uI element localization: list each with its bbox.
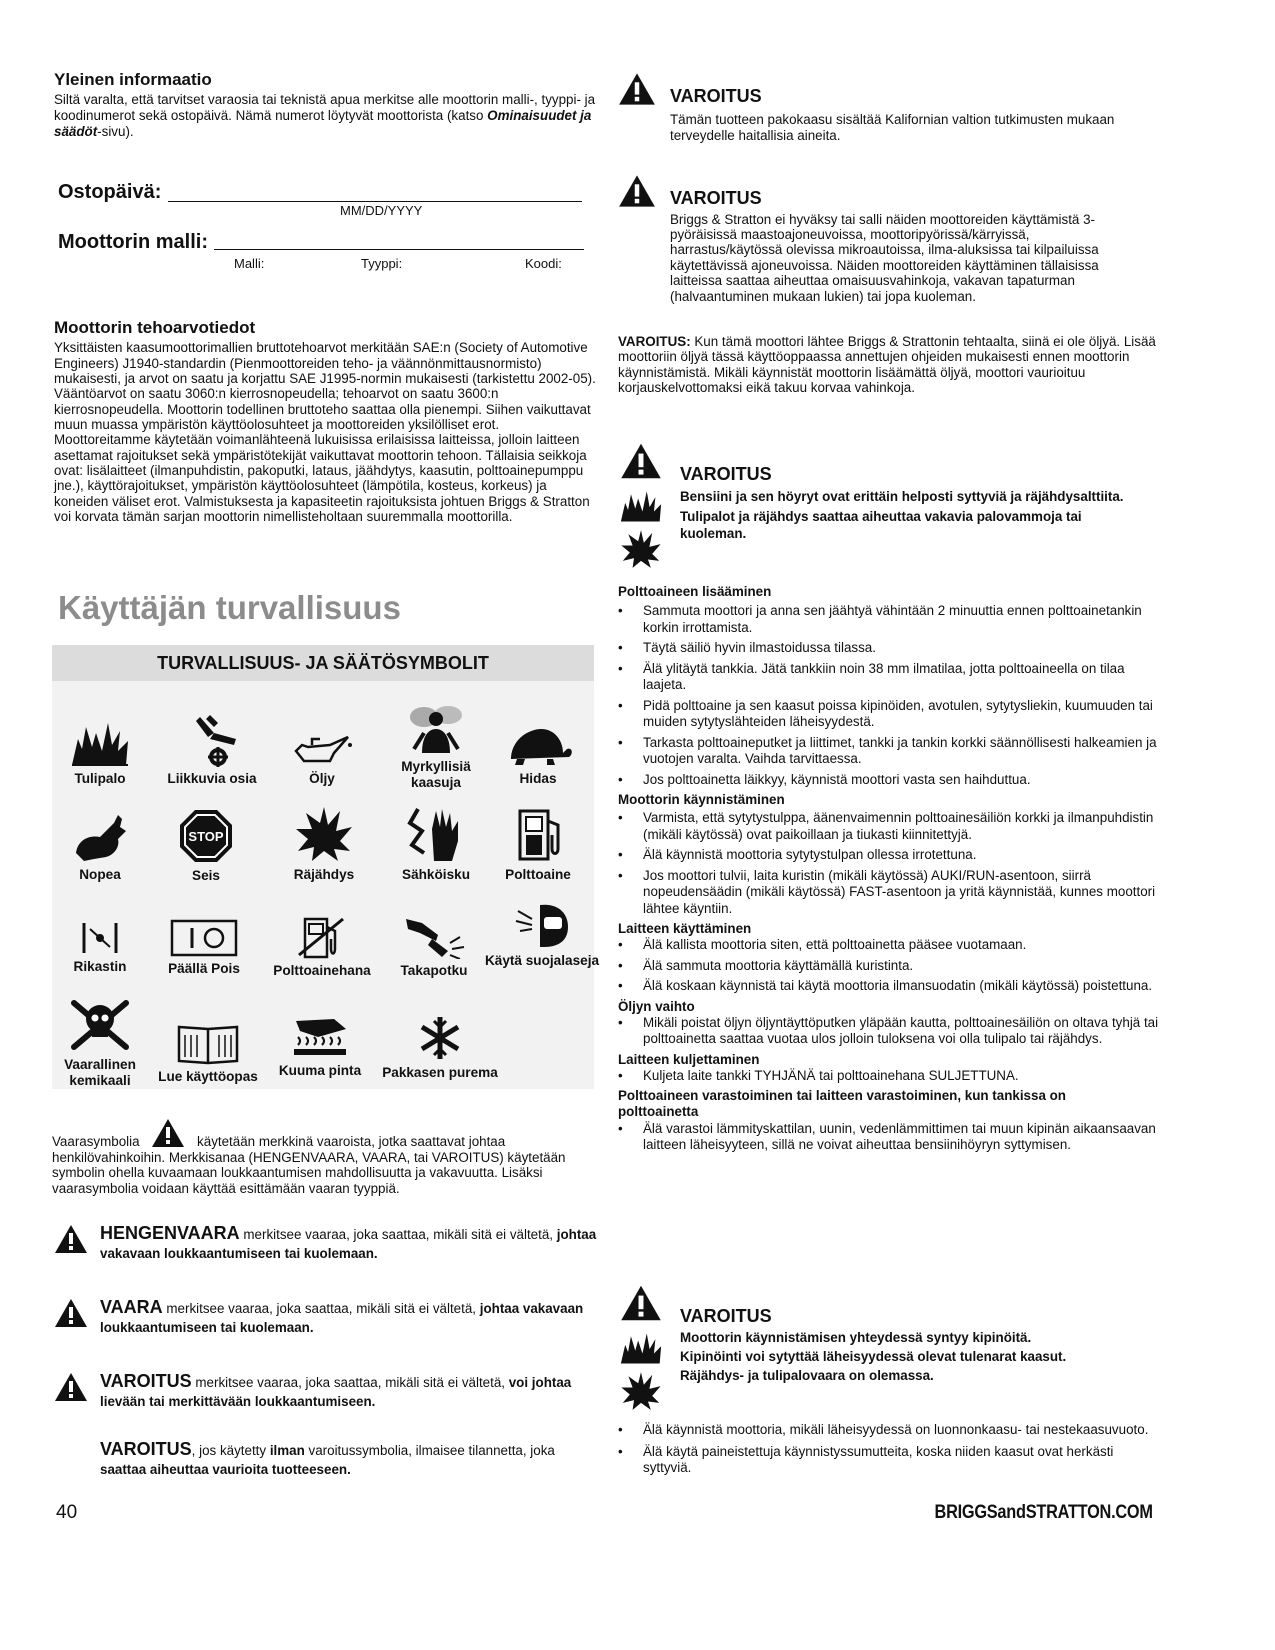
warning-triangle-icon (54, 1224, 88, 1254)
warning-triangle-icon (54, 1298, 88, 1328)
warning-triangle-icon (151, 1118, 185, 1148)
warning-3-title: VAROITUS (680, 464, 772, 484)
explosion-icon (294, 805, 354, 863)
section-list (618, 1121, 1168, 1154)
code-hint: Koodi: (525, 256, 562, 271)
symbol-stop (146, 808, 266, 884)
section-title: Öljyn vaihto (618, 998, 695, 1014)
symbol-choke (40, 921, 160, 975)
symbol-label: Liikkuvia osia (167, 771, 257, 787)
type-hint: Tyyppi: (361, 256, 403, 271)
warning-box-3 (618, 442, 1163, 574)
hot-surface-icon (290, 1015, 350, 1059)
list-item: • Jos polttoainetta läikkyy, käynnistä moottori vasta sen haihduttua. (618, 772, 1168, 789)
general-info-text (54, 92, 614, 140)
list-item: • Varmista, että sytytystulppa, äänenvaimennin polttoainesäiliön korkki ja ilmanpuhdistin (mikäli käytössä) ovat paikoillaan ja tiukasti kiinnitettyjä. (618, 810, 1168, 843)
list-item: • Älä käytä paineistettuja käynnistyssumutteita, koska niiden kaasut ovat herkästi syttyviä. (618, 1444, 1163, 1477)
section-title: Polttoaineen lisääminen (618, 584, 772, 599)
symbol-hot-surface (260, 1015, 380, 1079)
symbol-label: Räjähdys (293, 867, 355, 883)
notice-text-2: varoitussymbolia, ilmaisee tilannetta, joka (304, 1443, 555, 1458)
list-item: • Mikäli poistat öljyn öljyntäyttöputken yläpään kautta, polttoainesäiliön on oltava tyhjä tai polttoainetta saattaa vuotaa ulos jolloin tuloksena voi olla tulipalo tai räjähdys. (618, 1015, 1168, 1048)
symbol-label: Tulipalo (74, 771, 126, 787)
symbol-kickback (374, 915, 494, 979)
list-item: • Älä varastoi lämmityskattilan, uunin, vedenlämmittimen tai muun kipinän aikaansaavan laitteen läheisyyteen, sillä ne voivat aiheuttaa bensiinihöyryn syttymisen. (618, 1121, 1168, 1154)
signal-bold: johtaa vakavaan loukkaantumiseen tai kuolemaan. (100, 1301, 584, 1335)
symbol-hazardous-chemical (40, 997, 160, 1089)
section-title: Polttoaineen varastoiminen tai laitteen varastoiminen, kun tankissa on polttoainetta (618, 1088, 1066, 1120)
warning-box-4 (618, 1284, 1163, 1420)
warning-triangle-icon (620, 1284, 662, 1322)
list-item: • Tarkasta polttoaineputket ja liittimet, tankki ja tankin korkki säännöllisesti halkeamien ja vuotojen varalta. Vaihda tarvittaessa. (618, 735, 1168, 768)
symbol-label: Myrkyllisiä kaasuja (401, 759, 471, 791)
moving-parts-icon (180, 713, 244, 767)
explosion-icon (620, 1370, 662, 1412)
fuel-valve-icon (297, 915, 347, 959)
stop-sign-icon (178, 808, 234, 864)
notice-bold-2: saattaa aiheuttaa vaurioita tuotteeseen. (100, 1462, 351, 1477)
general-info-link: Ominaisuudet ja säädöt (54, 108, 592, 140)
signal-normal: merkitsee vaaraa, joka saattaa, mikäli sitä ei vältetä, (162, 1301, 480, 1316)
symbols-table-title: TURVALLISUUS- JA SÄÄTÖSYMBOLIT (52, 645, 594, 681)
fuel-pump-icon (510, 805, 566, 863)
notice-bold-1: ilman (269, 1443, 305, 1458)
fire-icon (618, 486, 664, 524)
oil-warning-label: VAROITUS: (618, 334, 691, 349)
symbol-frostbite (380, 1015, 500, 1081)
purchase-date-label: Ostopäivä: (58, 181, 162, 203)
symbol-read-manual (148, 1021, 268, 1085)
section-list (618, 937, 1168, 995)
section-title: Moottorin käynnistäminen (618, 792, 785, 808)
signal-vaara-text (100, 1298, 600, 1337)
final-instructions (618, 1422, 1163, 1481)
symbol-safety-glasses (482, 901, 602, 969)
signal-normal: merkitsee vaaraa, joka saattaa, mikäli sitä ei vältetä, (239, 1227, 557, 1242)
section-title: Laitteen kuljettaminen (618, 1051, 760, 1067)
signal-word: VAARA (100, 1297, 163, 1317)
warning-triangle-icon (54, 1372, 88, 1402)
warning-4-body (680, 1284, 1163, 1385)
electric-shock-icon (404, 805, 468, 863)
hazard-intro-text-1: Vaarasymbolia (52, 1134, 140, 1149)
rabbit-icon (70, 813, 130, 863)
symbol-label: Sähköisku (402, 867, 470, 883)
warning-4-line-2: Kipinöinti voi sytyttää läheisyydessä olevat tulenarat kaasut. (680, 1348, 1067, 1364)
snowflake-icon (416, 1015, 464, 1061)
symbol-label: Käytä suojalaseja (484, 953, 600, 969)
general-info-text-1: Siltä varalta, että tarvitset varaosia tai teknistä apua merkitse alle moottorin malli-, tyyppi- ja koodinumerot sekä ostopäivä. Nämä numerot löytyvät moottorista (katso (54, 92, 596, 124)
signal-word: VAROITUS (100, 1371, 192, 1391)
section-list (618, 810, 1168, 917)
symbol-label: Seis (192, 868, 220, 884)
signal-danger (54, 1224, 600, 1263)
signal-notice (100, 1440, 600, 1479)
general-info-section (54, 70, 634, 140)
engine-model-label: Moottorin malli: (58, 231, 208, 253)
choke-icon (80, 921, 120, 955)
general-info-text-2: -sivu). (97, 124, 134, 140)
warning-2-title: VAROITUS (670, 188, 762, 208)
kickback-icon (402, 915, 466, 959)
warning-3-line-2: Tulipalot ja räjähdys saattaa aiheuttaa vakavia palovammoja tai kuoleman. (680, 508, 1082, 541)
symbol-slow (478, 725, 598, 787)
signal-vaara (54, 1298, 600, 1337)
list-item: • Sammuta moottori ja anna sen jäähtyä vähintään 2 minuuttia ennen polttoainetankin korkin irrottamista. (618, 603, 1168, 636)
symbol-label: Nopea (79, 867, 121, 883)
signal-bold: voi johtaa lievään tai merkittävään loukkaantumiseen. (100, 1375, 572, 1409)
skull-crossbones-icon (70, 997, 130, 1053)
power-ratings-text: Yksittäisten kaasumoottorimallien bruttotehoarvot merkitään SAE:n (Society of Automotive Engineers) J1940-standardin (Pienmoottoreiden teho- ja väännönmittausnormisto) mukaisesti, ja arvot on saatu ja korjattu SAE J1995-normin mukaisesti (tarkistettu 2002-05). Vääntöarvot on saatu 3060:n kierrosnopeudella; tehoarvot on saatu 3600:n kierrosnopeudella. Moottorin todellinen bruttoteho saattaa olla pienempi. Siihen vaikuttavat muun muassa ympäristön käyttöolosuhteet ja moottoreiden yksilölliset erot. Moottoreitamme käytetään voimanlähteenä lukuisissa erilaisissa laitteissa, jolloin laitteen asettamat rajoitukset sekä ympäristötekijät vaikuttavat moottorin tehoon. Tällaisia seikkoja ovat: lisälaitteet (ilmanpuhdistin, pakoputki, lataus, jäähdytys, kaasutin, polttoainepumppu jne.), käyttörajoitukset, ympäristön käyttöolosuhteet (lämpötila, kosteus, korkeus) ja koneiden väliset erot. Valmistuksesta ja kapasiteetin rajoituksista johtuen Briggs & Stratton voi korvata tämän sarjan moottorin nimellisteholtaan suuremmalla moottorilla. (54, 340, 596, 525)
symbol-fuel-valve (262, 915, 382, 979)
power-ratings-section (54, 318, 634, 525)
warning-3-line-1: Bensiini ja sen höyryt ovat erittäin helposti syttyviä ja räjähdysalttiita. (680, 488, 1124, 504)
safety-glasses-icon (514, 901, 570, 949)
list-item: • Älä ylitäytä tankkia. Jätä tankkiin noin 38 mm ilmatilaa, jotta polttoaineella on tilaa laajeta. (618, 661, 1168, 694)
symbol-on-off (144, 919, 264, 977)
symbol-label: Vaarallinen kemikaali (64, 1057, 136, 1089)
safety-instructions (618, 584, 1168, 1158)
general-info-title: Yleinen informaatio (54, 70, 212, 89)
list-item: • Kuljeta laite tankki TYHJÄNÄ tai polttoainehana SULJETTUNA. (618, 1068, 1168, 1085)
section-list (618, 603, 1168, 788)
final-list (618, 1422, 1163, 1477)
stop-sign-text: STOP (188, 829, 224, 844)
engine-model-field[interactable] (214, 232, 584, 250)
signal-word: VAROITUS (100, 1439, 192, 1459)
signal-bold: johtaa vakavaan loukkaantumiseen tai kuolemaan. (100, 1227, 597, 1261)
list-item: • Jos moottori tulvii, laita kuristin (mikäli käytössä) AUKI/RUN-asentoon, siirrä nopeudensäädin (mikäli käytössä) FAST-asentoon ja yritä käynnistää, kunnes moottori lähtee käyntiin. (618, 868, 1168, 918)
list-item: • Älä koskaan käynnistä tai käytä moottoria ilmansuodatin (mikäli käytössä) poistettuna. (618, 978, 1168, 995)
purchase-date-field[interactable] (168, 184, 582, 202)
section-list (618, 1068, 1168, 1085)
list-item: • Älä käynnistä moottoria, mikäli läheisyydessä on luonnonkaasu- tai nestekaasuvuoto. (618, 1422, 1163, 1439)
signal-word: HENGENVAARA (100, 1223, 240, 1243)
symbol-label: Pakkasen purema (382, 1065, 498, 1081)
symbol-label: Hidas (519, 771, 557, 787)
hazard-symbol-intro (52, 1118, 602, 1196)
warning-1-body (670, 72, 1158, 144)
list-item: • Täytä säiliö hyvin ilmastoidussa tilassa. (618, 640, 1168, 657)
symbol-fire (40, 717, 160, 787)
date-format-hint: MM/DD/YYYY (340, 203, 423, 218)
manual-book-icon (175, 1021, 241, 1065)
warning-4-line-1: Moottorin käynnistämisen yhteydessä syntyy kipinöitä. (680, 1329, 1032, 1345)
list-item: • Pidä polttoaine ja sen kaasut poissa kipinöiden, avotulen, sytytysliekin, kuumuuden tai muiden sytytyslähteiden läheisyydestä. (618, 698, 1168, 731)
explosion-icon (620, 528, 662, 570)
signal-danger-text (100, 1224, 600, 1263)
symbol-label: Päällä Pois (168, 961, 240, 977)
warning-box-2 (618, 174, 1158, 304)
power-ratings-title: Moottorin tehoarvotiedot (54, 318, 256, 337)
symbol-label: Takapotku (400, 963, 468, 979)
signal-warning-text (100, 1372, 600, 1411)
symbol-label: Lue käyttöopas (158, 1069, 258, 1085)
warning-2-text: Briggs & Stratton ei hyväksy tai salli näiden moottoreiden käyttämistä 3-pyöräisissä maastoajoneuvoissa, moottoripyörissä/kärryissä, harrastus/käytössä olevissa mikroautoissa, ilma-aluksissa tai kilpailuissa käytettävissä ajoneuvoissa. Näiden moottoreiden käyttäminen tällaisissa laitteissa saattaa aiheuttaa omaisuusvahinkoja, vakavan tapaturman (halvaantuminen mukaan lukien) tai jopa kuoleman. (670, 211, 1099, 304)
website-link[interactable]: BRIGGSandSTRATTON.COM (934, 1502, 1153, 1523)
warning-4-line-3: Räjähdys- ja tulipalovaara on olemassa. (680, 1367, 934, 1383)
symbol-fuel (478, 805, 598, 883)
fire-icon (618, 1328, 664, 1366)
toxic-fumes-icon (404, 703, 468, 755)
symbol-fast (40, 813, 160, 883)
symbols-table (52, 645, 600, 1089)
symbol-label: Polttoainehana (273, 963, 371, 979)
oil-can-icon (290, 731, 354, 767)
notice-text-1: , jos käytetty (191, 1443, 270, 1458)
list-item: • Älä sammuta moottoria käyttämällä kuristinta. (618, 958, 1168, 975)
oil-warning (618, 334, 1163, 396)
symbol-label: Rikastin (73, 959, 127, 975)
page-number: 40 (56, 1502, 78, 1523)
warning-1-text: Tämän tuotteen pakokaasu sisältää Kalifornian valtion tutkimusten mukaan terveydelle haitallisia aineita. (670, 111, 1115, 143)
warning-3-body (680, 442, 1163, 542)
fire-icon (68, 717, 132, 767)
signal-normal: merkitsee vaaraa, joka saattaa, mikäli sitä ei vältetä, (191, 1375, 509, 1390)
on-off-icon (168, 919, 240, 957)
oil-warning-text: Kun tämä moottori lähtee Briggs & Strattonin tehtaalta, siinä ei ole öljyä. Lisää moottoriin öljyä tässä käyttöoppaassa annettujen ohjeiden mukaisesti ennen moottorin käynnistämistä. Mikäli käynnistät moottorin lisäämättä öljyä, moottori vaurioituu korjauskelvottomaksi eikä takuu korvaa vahinkoja. (618, 334, 1156, 396)
signal-warning (54, 1372, 600, 1411)
list-item: • Älä käynnistä moottoria sytytystulpan ollessa irrotettuna. (618, 847, 1168, 864)
warning-triangle-icon (620, 442, 662, 480)
turtle-icon (503, 725, 573, 767)
model-hint: Malli: (234, 256, 265, 271)
symbol-label: Öljy (309, 771, 335, 787)
list-item: • Älä kallista moottoria siten, että polttoainetta pääsee vuotamaan. (618, 937, 1168, 954)
warning-2-body (670, 174, 1158, 304)
warning-triangle-icon (618, 174, 656, 208)
warning-box-1 (618, 72, 1158, 144)
symbol-label: Polttoaine (505, 867, 571, 883)
symbol-explosion (264, 805, 384, 883)
warning-1-title: VAROITUS (670, 86, 762, 106)
symbol-moving-parts (152, 713, 272, 787)
warning-4-title: VAROITUS (680, 1306, 772, 1326)
symbol-oil (262, 731, 382, 787)
symbol-label: Kuuma pinta (278, 1063, 362, 1079)
warning-triangle-icon (618, 72, 656, 106)
hazard-intro-text-2: käytetään merkkinä vaaroista, jotka saattavat johtaa henkilövahinkoihin. Merkkisanaa (HENGENVAARA, VAARA, tai VAROITUS) käytetään symbolin ohella kuvaamaan loukkaantumisen mahdollisuutta ja vakavuutta. Lisäksi vaarasymbolia voidaan käyttää esittämään vaaran tyyppiä. (52, 1134, 566, 1196)
section-title: Laitteen käyttäminen (618, 921, 752, 937)
section-list (618, 1015, 1168, 1048)
operator-safety-heading: Käyttäjän turvallisuus (58, 589, 401, 626)
